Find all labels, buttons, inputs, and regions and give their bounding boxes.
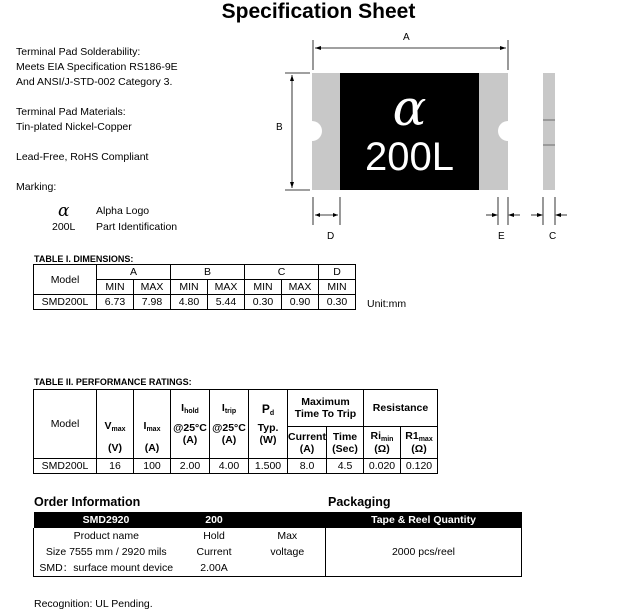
table1-cell: 0.30: [245, 295, 282, 310]
table1-min-header: MIN: [319, 280, 356, 295]
table2-vmax-header: $V_{max}$ (V): [97, 390, 134, 459]
materials-value: Tin-plated Nickel-Copper: [16, 121, 132, 133]
table2-cell: 0.020: [364, 459, 401, 474]
table1-cell: 0.30: [319, 295, 356, 310]
table1-min-header: MIN: [171, 280, 208, 295]
mark-symbol: α: [58, 201, 70, 221]
packaging-heading: Packaging: [328, 495, 391, 509]
table2-pd-header: $P_d$ Typ. (W): [249, 390, 288, 459]
table1-cell: 6.73: [97, 295, 134, 310]
table1-unit: Unit:mm: [367, 298, 407, 310]
order-blank: [250, 560, 326, 576]
table2-cell: 100: [134, 459, 171, 474]
order-table: [33, 512, 522, 577]
table1-group-a: A: [97, 265, 171, 280]
mark-code: 200L: [52, 221, 76, 233]
order-hdr-hold: 200: [179, 512, 250, 528]
table1-max-header: MAX: [282, 280, 319, 295]
table2-imax-header: $I_{max}$ (A): [134, 390, 171, 459]
mark-code-desc: Part Identification: [96, 221, 178, 233]
solderability-line-3: And ANSI/J-STD-002 Category 3.: [16, 76, 173, 88]
dim-label-b: B: [276, 122, 283, 133]
table2-itrip-header: $I_{trip}$ @25°C (A): [210, 390, 249, 459]
table1-group-c: C: [245, 265, 319, 280]
recognition-text: Recognition: UL Pending.: [34, 598, 153, 610]
table2-cell: 4.00: [210, 459, 249, 474]
order-size: Size 7555 mm / 2920 mils: [34, 544, 179, 560]
table2-r1max-header: $R1_{max}$ (Ω): [401, 427, 438, 459]
page-title: Specification Sheet: [221, 0, 416, 23]
table2-rimin-header: $Ri_{min}$ (Ω): [364, 427, 401, 459]
performance-table: [33, 389, 438, 474]
table1-max-header: MAX: [208, 280, 245, 295]
table2-ihold-header: $I_{hold}$ @25°C (A): [171, 390, 210, 459]
table2-cell: 0.120: [401, 459, 438, 474]
mark-symbol-desc: Alpha Logo: [96, 205, 150, 217]
table2-resistance-header: Resistance: [364, 390, 438, 427]
table2-model-header: Model: [34, 390, 97, 459]
order-voltage-label: voltage: [250, 544, 326, 560]
dim-label-a: A: [403, 32, 410, 43]
solderability-heading: Terminal Pad Solderability:: [16, 46, 141, 58]
solderability-line-2: Meets EIA Specification RS186-9E: [16, 61, 178, 73]
table2-cell: 4.5: [327, 459, 364, 474]
table2-cell: 1.500: [249, 459, 288, 474]
order-quantity: 2000 pcs/reel: [326, 528, 522, 576]
order-hold-label: Hold: [203, 530, 225, 542]
table2-current-header: Current (A): [288, 427, 327, 459]
table1-cell: 7.98: [134, 295, 171, 310]
table1-cell: 5.44: [208, 295, 245, 310]
dim-label-c: C: [549, 231, 557, 242]
order-smd-desc: SMD：surface mount device: [34, 560, 179, 576]
table1-cell: 4.80: [171, 295, 208, 310]
order-hdr-part: SMD2920: [34, 512, 179, 528]
order-hdr-packaging: Tape & Reel Quantity: [326, 512, 522, 528]
table2-cell: 2.00: [171, 459, 210, 474]
order-current-value: 2.00A: [179, 560, 250, 576]
table1-caption: TABLE I. DIMENSIONS:: [34, 254, 134, 264]
table2-max-time-header: Maximum Time To Trip: [288, 390, 364, 427]
order-current-label: Current: [196, 546, 232, 558]
chip-alpha-logo: α: [392, 79, 427, 137]
table1-min-header: MIN: [245, 280, 282, 295]
dim-label-e: E: [498, 231, 505, 242]
order-hdr-blank: [250, 512, 326, 528]
table1-model-header: Model: [34, 265, 97, 295]
table-row: [34, 459, 438, 474]
table1-group-d: D: [319, 265, 356, 280]
table1-group-b: B: [171, 265, 245, 280]
table2-cell: 8.0: [288, 459, 327, 474]
table1-min-header: MIN: [97, 280, 134, 295]
drawing-labels: [270, 25, 590, 250]
order-product-name: Product name: [34, 528, 179, 544]
table1-cell: 0.90: [282, 295, 319, 310]
table1-max-header: MAX: [134, 280, 171, 295]
info-block: [16, 45, 178, 195]
dimensions-table: [33, 264, 356, 310]
leadfree-text: Lead-Free, RoHS Compliant: [16, 151, 149, 163]
materials-heading: Terminal Pad Materials:: [16, 106, 126, 118]
table2-caption: TABLE II. PERFORMANCE RATINGS:: [34, 377, 192, 387]
chip-part-text: 200L: [365, 135, 454, 179]
dim-label-d: D: [327, 231, 335, 242]
order-heading: Order Information: [34, 495, 141, 509]
table2-time-header: Time (Sec): [327, 427, 364, 459]
table1-cell-model: SMD200L: [34, 295, 97, 310]
order-max-label: Max: [250, 528, 326, 544]
marking-heading: Marking:: [16, 181, 57, 193]
table-row: [34, 295, 356, 310]
table2-cell: 16: [97, 459, 134, 474]
table2-cell-model: SMD200L: [34, 459, 97, 474]
